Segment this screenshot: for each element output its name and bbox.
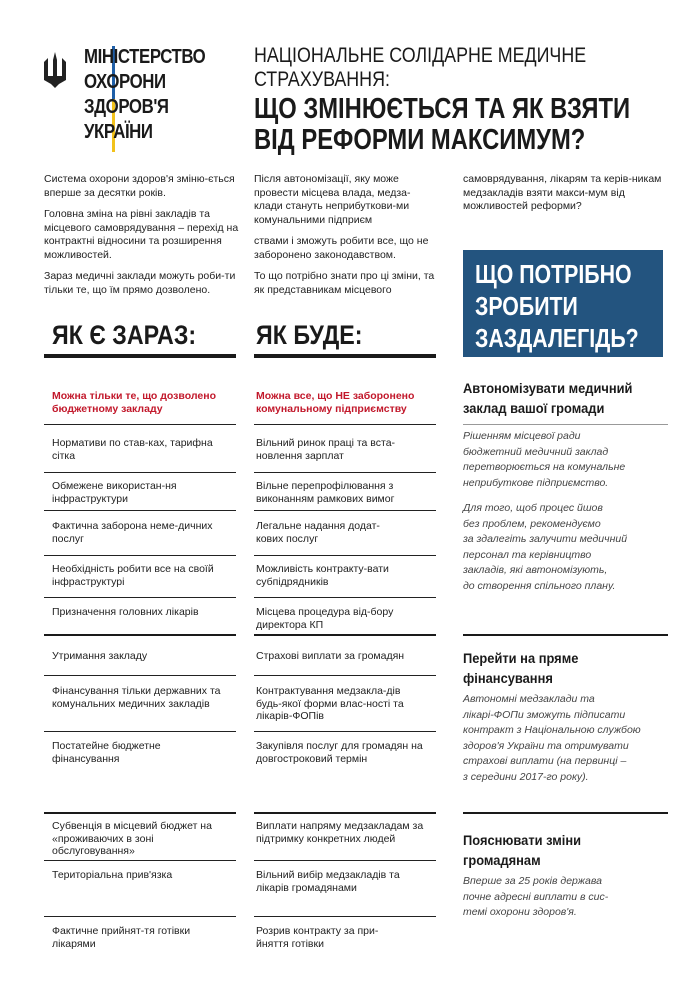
- divider: [463, 812, 668, 814]
- page-title: ВІД РЕФОРМИ МАКСИМУМ?: [254, 124, 586, 156]
- action-text: Рішенням місцевої ради бюджетний медичний заклад перетворюється на комунальне неприбуткове підприємство. Для того, щоб процес йшов без проблем, рекомендуємо за здалегіть залучити медичний персонал та керівництво закладів, які автономізують, до створення спільного плану.: [463, 430, 628, 592]
- divider: [44, 675, 236, 676]
- divider: [44, 916, 236, 917]
- page-subtitle: НАЦІОНАЛЬНЕ СОЛІДАРНЕ МЕДИЧНЕ: [254, 44, 587, 67]
- now-rule: Можна тільки те, що дозволено бюджетному закладу: [52, 390, 217, 415]
- action-title: заклад вашої громади: [463, 400, 605, 416]
- divider: [44, 812, 236, 814]
- action-title: Автономізувати медичний: [463, 380, 633, 396]
- intro-paragraph: То що потрібно знати про ці зміни, та як представникам місцевого: [254, 270, 435, 296]
- intro-paragraph: Система охорони здоров'я зміню-ється вперше за десятки років.: [44, 173, 235, 199]
- list-item: Вільне перепрофілювання з виконанням рамкових вимог: [256, 480, 395, 505]
- divider: [254, 675, 436, 676]
- list-item: Вільний вибір медзакладів та лікарів громадянами: [256, 869, 400, 894]
- intro-paragraph: ствами і зможуть робити все, що не заборонено законодавством.: [254, 235, 429, 261]
- action-title: громадянам: [463, 852, 541, 868]
- action-text: Автономні медзаклади та лікарі-ФОПи зможуть підписати контракт з Національною службою здоров'я України та отримувати страхові виплати (на первинці – з середини 2017-го року).: [463, 693, 641, 783]
- list-item: Утримання закладу: [52, 650, 148, 662]
- list-item: Вільний ринок праці та вста-новлення зарплат: [256, 437, 396, 462]
- divider: [44, 731, 236, 732]
- todo-banner: [463, 250, 663, 357]
- intro-column-2: [254, 173, 439, 305]
- list-item: Фактична заборона неме-дичних послуг: [52, 520, 213, 545]
- now-heading: ЯК Є ЗАРАЗ:: [52, 320, 197, 350]
- action-direct-funding: [463, 648, 668, 785]
- list-item: Нормативи по став-ках, тарифна сітка: [52, 437, 213, 462]
- list-item: Субвенція в місцевий бюджет на «проживаючих в зоні обслуговування»: [52, 820, 212, 857]
- action-autonomize: [463, 378, 668, 594]
- intro-paragraph: Зараз медичні заклади можуть роби-ти тільки те, що їм прямо дозволено.: [44, 270, 236, 296]
- ministry-line: УКРАЇНИ: [84, 120, 153, 143]
- divider: [254, 812, 436, 814]
- list-item: Необхідність робити все на своїй інфраструктурі: [52, 563, 214, 588]
- list-item: Фінансування тільки державних та комунальних медичних закладів: [52, 685, 221, 710]
- divider: [254, 597, 436, 598]
- divider: [44, 510, 236, 511]
- list-item: Призначення головних лікарів: [52, 606, 199, 618]
- action-title: Пояснювати зміни: [463, 832, 582, 848]
- list-item: Фактичне прийнят-тя готівки лікарями: [52, 925, 191, 950]
- intro-column-1: [44, 173, 239, 305]
- list-item: Страхові виплати за громадян: [256, 650, 405, 662]
- will-heading: ЯК БУДЕ:: [256, 320, 363, 350]
- divider: [254, 424, 436, 425]
- trident-icon: [42, 50, 68, 90]
- divider: [254, 354, 436, 358]
- divider: [463, 634, 668, 636]
- list-item: Закупівля послуг для громадян на довгостроковий термін: [256, 740, 423, 765]
- list-item: Можливість контракту-вати субпідрядників: [256, 563, 389, 588]
- will-rule: Можна все, що НЕ заборонено комунальному підприємству: [256, 390, 415, 415]
- list-item: Легальне надання додат-кових послуг: [256, 520, 380, 545]
- banner-line: ЗАЗДАЛЕГІДЬ?: [475, 323, 639, 353]
- divider: [254, 916, 436, 917]
- ministry-line: ОХОРОНИ: [84, 70, 166, 93]
- divider: [254, 555, 436, 556]
- divider: [44, 634, 236, 636]
- intro-paragraph: самоврядування, лікарям та керів-никам медзакладів взяти макси-мум від можливостей реформи?: [463, 173, 662, 212]
- banner-line: ЩО ПОТРІБНО: [475, 259, 632, 289]
- divider: [254, 860, 436, 861]
- ministry-line: МІНІСТЕРСТВО: [84, 45, 206, 68]
- action-title: Перейти на пряме: [463, 650, 579, 666]
- ministry-line: ЗДОРОВ'Я: [84, 95, 169, 118]
- divider: [44, 555, 236, 556]
- list-item: Контрактування медзакла-дів будь-якої форми влас-ності та лікарів-ФОПів: [256, 685, 404, 722]
- ministry-logo: [38, 42, 228, 162]
- list-item: Територіальна прив'язка: [52, 869, 173, 881]
- divider: [254, 510, 436, 511]
- banner-line: ЗРОБИТИ: [475, 291, 578, 321]
- page-subtitle: СТРАХУВАННЯ:: [254, 68, 390, 91]
- action-explain: [463, 830, 668, 921]
- action-title: фінансування: [463, 670, 553, 686]
- divider: [44, 472, 236, 473]
- list-item: Обмежене використан-ня інфраструктури: [52, 480, 177, 505]
- action-text: Вперше за 25 років держава почне адресні виплати в сис- темі охорони здоров'я.: [463, 875, 609, 918]
- divider: [463, 424, 668, 425]
- list-item: Постатейне бюджетне фінансування: [52, 740, 161, 765]
- intro-paragraph: Головна зміна на рівні закладів та місцевого самоврядування – перехід на контрактні відносини та розширення можливостей.: [44, 208, 239, 261]
- list-item: Виплати напряму медзакладам за підтримку конкретних людей: [256, 820, 424, 845]
- todo-banner-title: [475, 258, 639, 354]
- divider: [44, 354, 236, 358]
- divider: [254, 731, 436, 732]
- divider: [254, 634, 436, 636]
- list-item: Місцева процедура від-бору директора КП: [256, 606, 394, 631]
- list-item: Розрив контракту за при-йняття готівки: [256, 925, 379, 950]
- ministry-name: [84, 44, 205, 144]
- intro-column-3: [463, 173, 663, 222]
- divider: [44, 424, 236, 425]
- divider: [44, 860, 236, 861]
- divider: [44, 597, 236, 598]
- divider: [254, 472, 436, 473]
- intro-paragraph: Після автономізації, яку може провести місцева влада, медза-клади стануть неприбуткови-ми комунальними підприєм: [254, 173, 411, 226]
- page-title: ЩО ЗМІНЮЄТЬСЯ ТА ЯК ВЗЯТИ: [254, 93, 631, 125]
- page-header: [254, 44, 674, 156]
